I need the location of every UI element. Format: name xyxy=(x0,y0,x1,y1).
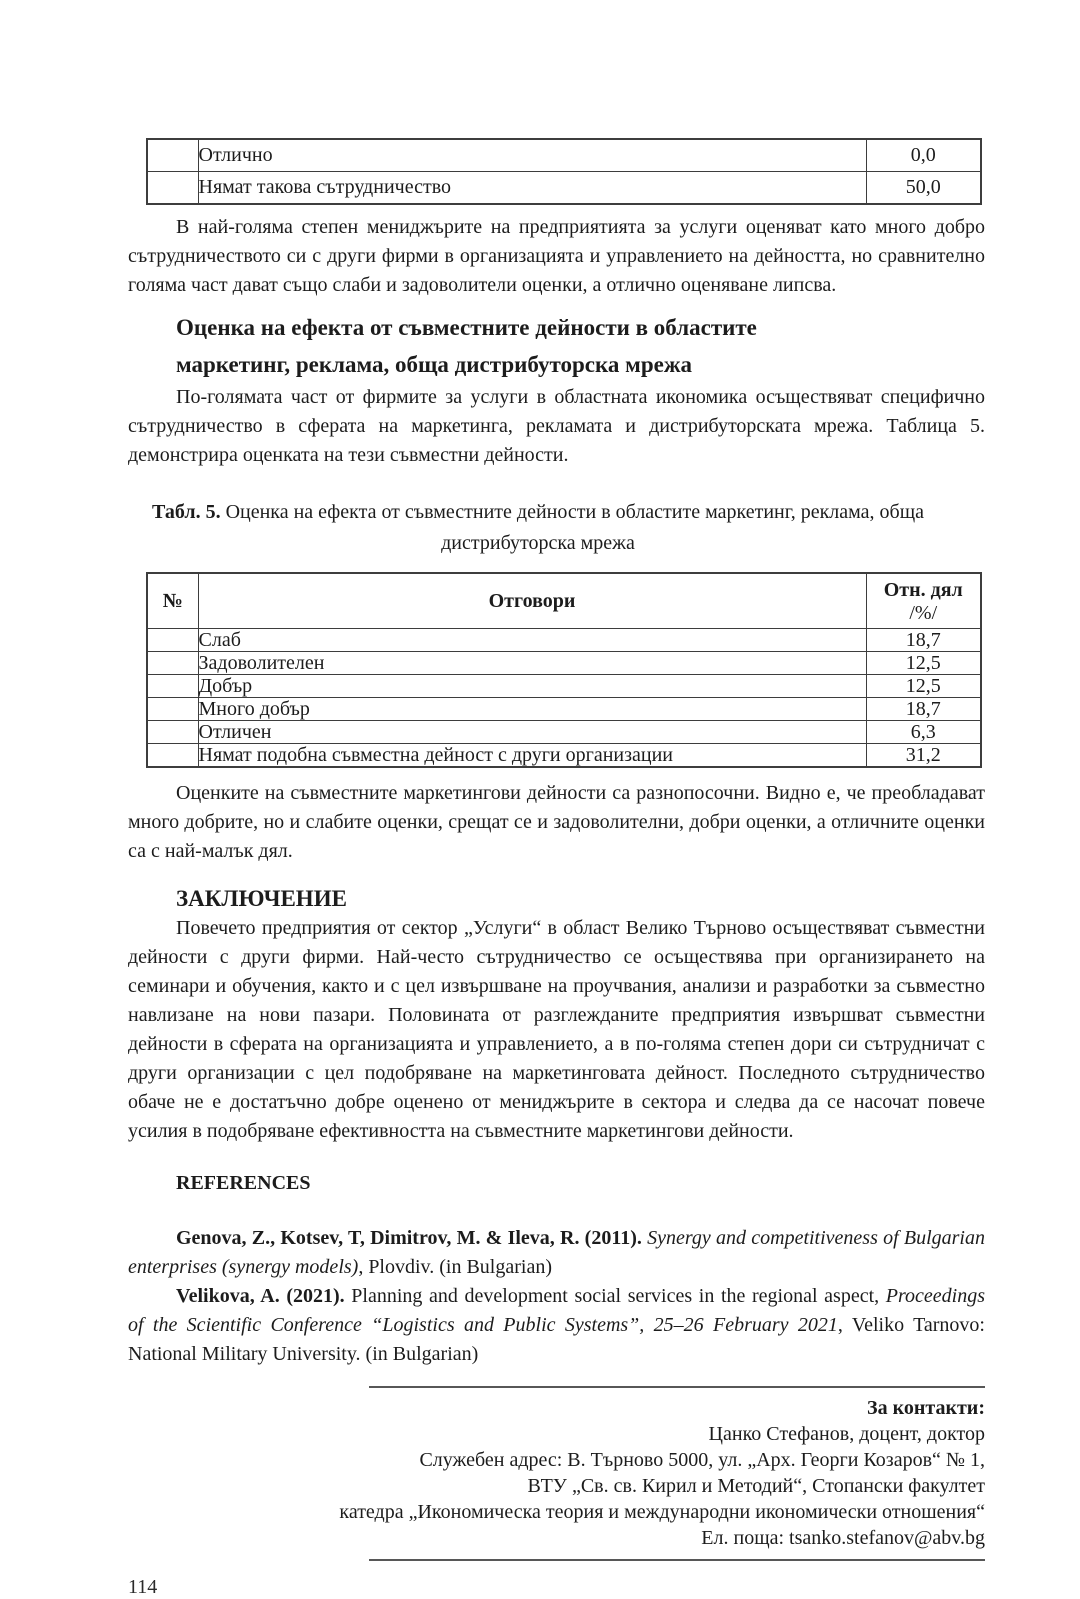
reference-entry xyxy=(128,1224,985,1282)
table5-num-cell xyxy=(147,744,198,768)
table5-num-cell xyxy=(147,629,198,652)
table5-label: Добър xyxy=(198,675,866,698)
table5-num-cell xyxy=(147,675,198,698)
table5-num-cell xyxy=(147,721,198,744)
contact-label: За контакти: xyxy=(867,1397,985,1419)
top-table-label: Нямат такова сътрудничество xyxy=(198,172,866,205)
page-content xyxy=(128,138,985,1599)
table5-value: 12,5 xyxy=(866,652,981,675)
table5-header-share-line2: /%/ xyxy=(909,602,938,624)
contact-line-university: ВТУ „Св. св. Кирил и Методий“, Стопански факултет xyxy=(527,1475,985,1497)
top-table xyxy=(146,138,982,205)
table-row xyxy=(147,698,981,721)
contact-line-department: катедра „Икономическа теория и международни икономически отношения“ xyxy=(339,1501,985,1523)
contact-line-address: Служебен адрес: В. Търново 5000, ул. „Арх. Георги Козаров“ № 1, xyxy=(419,1449,985,1471)
table5-label: Отличен xyxy=(198,721,866,744)
reference-authors: Velikova, A. (2021). xyxy=(176,1285,352,1307)
table5-value: 12,5 xyxy=(866,675,981,698)
table5-label: Слаб xyxy=(198,629,866,652)
top-table-value: 0,0 xyxy=(866,139,981,172)
table5-value: 31,2 xyxy=(866,744,981,768)
top-table-label: Отлично xyxy=(198,139,866,172)
table-row xyxy=(147,652,981,675)
table5-num-cell xyxy=(147,652,198,675)
reference-authors: Genova, Z., Kotsev, T, Dimitrov, M. & Ileva, R. (2011). xyxy=(176,1227,648,1249)
table-row xyxy=(147,675,981,698)
table-row xyxy=(147,744,981,768)
top-table-num-cell xyxy=(147,139,198,172)
table5-header-share xyxy=(866,573,981,629)
table-row xyxy=(147,721,981,744)
contact-block xyxy=(128,1388,985,1559)
top-table-num-cell xyxy=(147,172,198,205)
top-table-value: 50,0 xyxy=(866,172,981,205)
table-row xyxy=(147,172,981,205)
contact-bottom-divider xyxy=(369,1559,985,1561)
table-row xyxy=(147,629,981,652)
paragraph-table5-analysis: Оценките на съвместните маркетингови дейности са разнопосочни. Видно е, че преобладават много добрите, но и слабите оценки, срещат се и задоволителни, добри оценки, а отличните оценки са с най-малък дял. xyxy=(128,782,985,862)
references-heading: REFERENCES xyxy=(176,1172,311,1194)
table5 xyxy=(146,572,982,768)
table5-caption-label: Табл. 5. xyxy=(152,501,221,523)
table5-header-share-line1: Отн. дял xyxy=(883,579,963,601)
reference-pre: Planning and development social services in the regional aspect, xyxy=(351,1285,886,1307)
table5-num-cell xyxy=(147,698,198,721)
reference-title: Synergy and competitiveness of Bulgarian enterprises (synergy models) xyxy=(128,1227,985,1278)
table5-label: Нямат подобна съвместна дейност с други организации xyxy=(198,744,866,768)
table-row xyxy=(147,139,981,172)
contact-section xyxy=(128,1386,985,1561)
table5-header-answers: Отговори xyxy=(198,573,866,629)
references-list xyxy=(128,1224,985,1369)
table5-header-row xyxy=(147,573,981,629)
reference-title: Proceedings of the Scientific Conference “Logistics and Public Systems”, 25–26 February 2021 xyxy=(128,1285,985,1336)
paragraph-conclusion: Повечето предприятия от сектор „Услуги“ в област Велико Търново осъществяват съвместни дейности с други фирми. Най-често сътрудничество се осъществява при организирането на семинари и обучения, както и с цел извършване на проучвания, анализи и разработки за съвместно навлизане на нови пазари. Половината от разглежданите предприятия извършват съвместни дейности в сферата на организацията и управлението, а в по-голяма степен дори си сътрудничат с други организации с цел подобряване на маркетинговата дейност. Последното сътрудничество обаче не е достатъчно добре оценено от мениджърите в сектора и следва да се насочат повече усилия в подобряване ефективността на съвместните маркетингови дейности. xyxy=(128,917,985,1142)
table5-caption-text: Оценка на ефекта от съвместните дейности в областите маркетинг, реклама, обща дистрибуторска мрежа xyxy=(220,501,924,554)
section-heading-marketing: Оценка на ефекта от съвместните дейности в областите маркетинг, реклама, обща дистрибуторска мрежа xyxy=(176,315,757,377)
contact-line-email: Ел. поща: tsanko.stefanov@abv.bg xyxy=(701,1527,985,1549)
reference-tail: , Plovdiv. (in Bulgarian) xyxy=(358,1256,552,1278)
table5-header-num: № xyxy=(147,573,198,629)
paragraph-summary-cooperation: В най-голяма степен мениджърите на предприятията за услуги оценяват като много добро сътрудничеството си с други фирми в организацията и управлението на дейността, но сравнително голяма част дават също слаби и задоволители оценки, а отлично оценяване липсва. xyxy=(128,216,985,296)
paragraph-intro-table5: По-голямата част от фирмите за услуги в областната икономика осъществяват специфично сътрудничество в сферата на маркетинга, рекламата и дистрибуторската мрежа. Таблица 5. демонстрира оценката на тези съвместни дейности. xyxy=(128,386,985,466)
table5-caption xyxy=(128,497,948,559)
reference-entry xyxy=(128,1282,985,1369)
table5-label: Задоволителен xyxy=(198,652,866,675)
table5-value: 18,7 xyxy=(866,629,981,652)
table5-value: 18,7 xyxy=(866,698,981,721)
contact-line-name: Цанко Стефанов, доцент, доктор xyxy=(708,1423,985,1445)
table5-value: 6,3 xyxy=(866,721,981,744)
table5-label: Много добър xyxy=(198,698,866,721)
conclusion-heading: ЗАКЛЮЧЕНИЕ xyxy=(176,886,347,911)
reference-tail: , Veliko Tarnovo: National Military University. (in Bulgarian) xyxy=(128,1314,985,1365)
page-number: 114 xyxy=(128,1576,158,1598)
